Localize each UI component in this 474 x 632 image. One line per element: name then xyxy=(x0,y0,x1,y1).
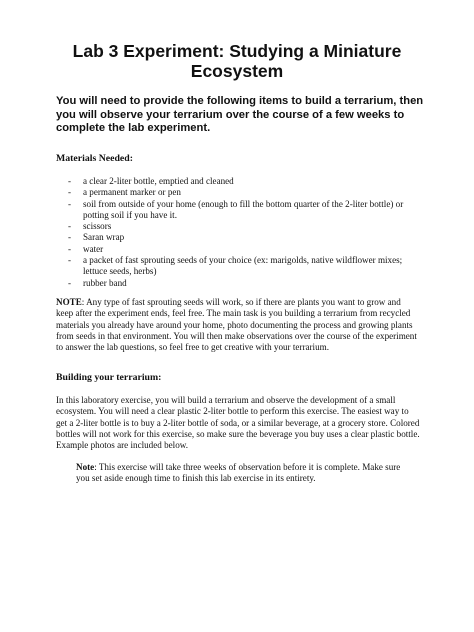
page-title: Lab 3 Experiment: Studying a Miniature Ecosystem xyxy=(72,41,402,81)
materials-heading: Materials Needed: xyxy=(56,153,133,164)
list-item xyxy=(68,278,428,289)
list-item xyxy=(68,255,428,278)
list-item xyxy=(68,176,428,187)
list-item-text: a packet of fast sprouting seeds of your choice (ex: marigolds, native wildflower mixes; lettuce seeds, herbs) xyxy=(83,255,403,277)
list-item-text: rubber band xyxy=(83,277,127,288)
intro-paragraph: You will need to provide the following items to build a terrarium, then you will observe your terrarium over the course of a few weeks to complete the lab experiment. xyxy=(56,95,424,134)
list-item xyxy=(68,244,428,255)
list-item-text: a clear 2-liter bottle, emptied and cleaned xyxy=(83,176,234,186)
list-item xyxy=(68,187,428,198)
bullet-dash: - xyxy=(68,255,72,266)
build-heading: Building your terrarium: xyxy=(56,372,162,383)
list-item-text: a permanent marker or pen xyxy=(83,187,181,198)
list-item xyxy=(68,199,428,222)
build-paragraph: In this laboratory exercise, you will build a terrarium and observe the development of a small ecosystem. You will need a clear plastic 2-liter bottle to perform this exercise. The easiest way to get a 2-liter bottle is to buy a 2-liter bottle of soda, or a similar beverage, at a grocery store. Colored bottles will not work for this exercise, so make sure the beverage you buy uses a clear plastic bottle. Example photos are included below. xyxy=(56,395,420,451)
list-item xyxy=(68,221,428,232)
bullet-dash: - xyxy=(68,232,72,243)
bullet-dash: - xyxy=(68,176,72,186)
bullet-dash: - xyxy=(68,187,72,198)
list-item-text: Saran wrap xyxy=(83,232,125,243)
time-note-text: : This exercise will take three weeks of observation before it is complete. Make sure you set aside enough time to finish this lab exercise in its entirety. xyxy=(76,462,401,484)
time-note-paragraph xyxy=(76,462,412,485)
note-text: : Any type of fast sprouting seeds will work, so if there are plants you want to grow and keep after the experiment ends, feel free. The main task is you building a terrarium from recycled materials you already have around your home, photo documenting the process and growing plants from seeds in that environment. You will then make observations over the course of the experiment to answer the lab questions, so feel free to get creative with your terrarium. xyxy=(56,297,417,353)
list-item-text: water xyxy=(83,243,104,254)
bullet-dash: - xyxy=(68,243,72,254)
bullet-dash: - xyxy=(68,221,72,232)
bullet-dash: - xyxy=(68,277,72,288)
bullet-dash: - xyxy=(68,198,72,209)
materials-list xyxy=(68,176,428,289)
note-paragraph xyxy=(56,297,418,353)
time-note-label: Note xyxy=(76,462,95,472)
list-item xyxy=(68,232,428,243)
list-item-text: scissors xyxy=(83,221,112,232)
list-item-text: soil from outside of your home (enough to fill the bottom quarter of the 2-liter bottle) or potting soil if you have it. xyxy=(83,198,404,220)
note-label: NOTE xyxy=(56,297,82,307)
